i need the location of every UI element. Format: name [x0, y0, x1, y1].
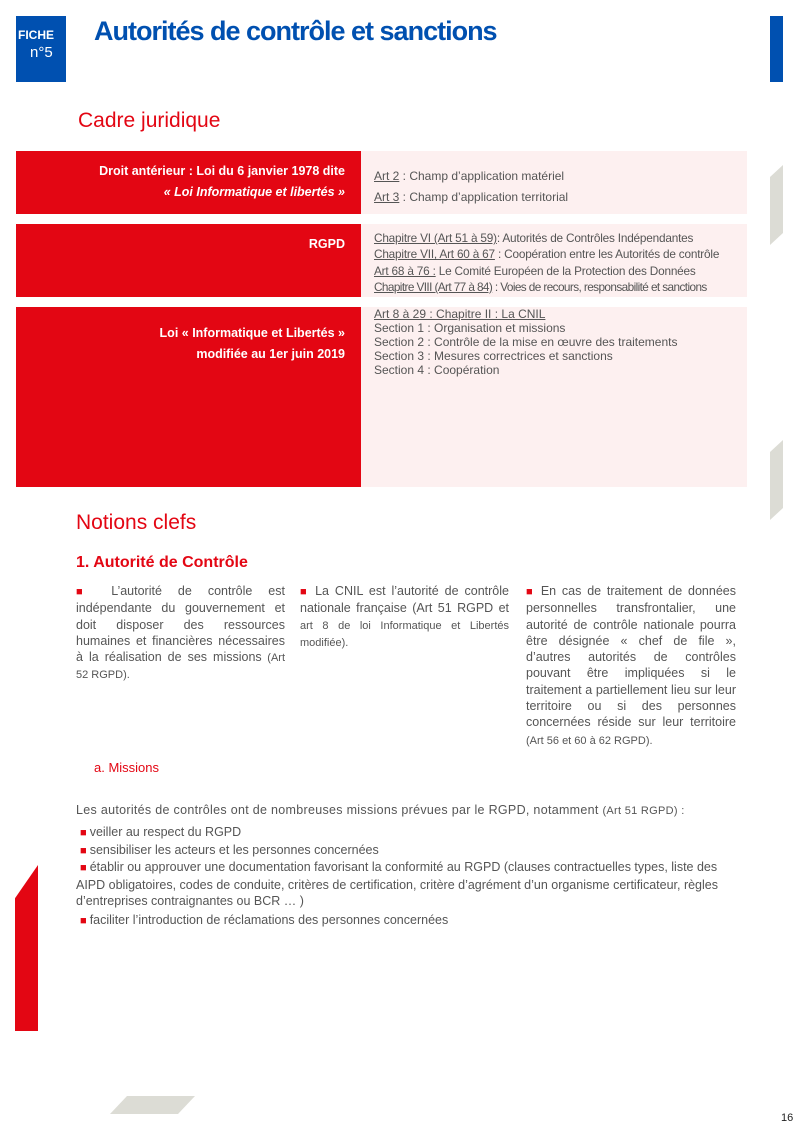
article-link[interactable]: Chapitre VII, Art 60 à 67: [374, 247, 495, 262]
notion-column: [76, 583, 285, 684]
subsection-heading: 1. Autorité de Contrôle: [76, 554, 248, 571]
legal-row: [16, 307, 747, 487]
decorative-shape: [770, 165, 783, 245]
article-link[interactable]: Art 68 à 76 :: [374, 263, 436, 278]
list-item: ■ veiller au respect du RGPD: [80, 825, 242, 839]
row-label: modifiée au 1er juin 2019: [196, 347, 345, 361]
article-text: : Coopération entre les Autorités de contrôle: [494, 247, 720, 262]
row-label: RGPD: [308, 237, 345, 251]
legal-row: [16, 224, 747, 297]
list-item: ■ établir ou approuver une documentation favorisant la conformité au RGPD (clauses contractuelles types, liste des AIPD obligatoires, codes de conduite, critères de certification, critère d’agrément d’un organisme certificateur, règles d’entreprises contraignantes ou BCR … ): [76, 860, 718, 908]
section-text: Section 1 : Organisation et missions: [374, 321, 566, 335]
legal-row: [16, 151, 747, 214]
notion-text: L’autorité de contrôle est indépendante du gouvernement et doit disposer des ressources humaines et financières nécessaires à la réalisation de ses missions: [76, 584, 285, 665]
row-label: « Loi Informatique et libertés »: [163, 185, 345, 199]
article-text: : Champ d’application territorial: [399, 190, 569, 204]
item-text: veiller au respect du RGPD: [89, 825, 242, 839]
section-text: Section 3 : Mesures correctrices et sanctions: [374, 349, 613, 363]
fiche-number: n°5: [30, 44, 53, 61]
intro-text: Les autorités de contrôles ont de nombreuses missions prévues par le RGPD, notamment: [76, 803, 603, 817]
article-link[interactable]: Art 3: [374, 190, 400, 204]
row-label: Loi « Informatique et Libertés »: [159, 326, 345, 340]
article-text: : Autorités de Contrôles Indépendantes: [496, 231, 694, 245]
notion-text: La CNIL est l’autorité de contrôle nationale française (Art 51 RGPD et: [300, 584, 509, 616]
intro-ref: (Art 51 RGPD) :: [602, 805, 685, 817]
bullet-square-icon: ■: [300, 586, 310, 598]
missions-intro: [76, 803, 685, 817]
fiche-label: FICHE: [18, 28, 54, 42]
section-heading-notions: Notions clefs: [76, 511, 197, 534]
article-link[interactable]: Art 2: [374, 169, 400, 183]
missions-heading: a. Missions: [94, 760, 160, 775]
missions-list: [76, 824, 741, 929]
item-text: faciliter l’introduction de réclamations des personnes concernées: [89, 912, 449, 927]
item-text: établir ou approuver une documentation favorisant la conformité au RGPD (clauses contractuelles types, liste des AIPD obligatoires, codes de conduite, critères de certification, critère d’agrément d’un organisme certificateur, règles d’entreprises contraignantes ou BCR … ): [76, 860, 718, 908]
header-accent-bar: [770, 16, 783, 82]
article-link[interactable]: Art 8 à 29 : Chapitre II : La CNIL: [374, 307, 546, 321]
section-heading-cadre: Cadre juridique: [78, 109, 221, 132]
notion-ref: (Art 56 et 60 à 62 RGPD).: [526, 734, 653, 747]
bullet-square-icon: ■: [526, 586, 535, 598]
decorative-shape: [110, 1096, 195, 1114]
section-text: Section 4 : Coopération: [374, 363, 500, 377]
page-title: Autorités de contrôle et sanctions: [94, 16, 497, 46]
article-text: : Voies de recours, responsabilité et sanctions: [492, 279, 707, 294]
row-label: Droit antérieur : Loi du 6 janvier 1978 dite: [99, 164, 345, 178]
decorative-shape: [770, 440, 783, 520]
article-text: Le Comité Européen de la Protection des Données: [435, 263, 696, 278]
notion-text: En cas de traitement de données personnelles transfrontalier, une autorité de contrôle nationale pourra être désignée « chef de file », d’autres autorités de contrôles pouvant être impliquées si le traitement a partiellement lieu sur leur territoire ou si des personnes concernées réside sur leur territoire: [526, 584, 736, 730]
article-link[interactable]: Chapitre VI (Art 51 à 59): [374, 231, 497, 245]
notion-ref: art 8 de loi Informatique et Libertés modifiée).: [300, 619, 509, 649]
list-item: ■ faciliter l’introduction de réclamations des personnes concernées: [80, 912, 449, 927]
notion-ref: (Art 52 RGPD).: [76, 652, 285, 682]
notion-column: [526, 583, 736, 749]
fiche-badge: [16, 16, 66, 82]
bullet-square-icon: ■: [76, 586, 96, 598]
notion-column: [300, 583, 509, 651]
decorative-shape: [15, 865, 38, 1031]
page-number: 16: [781, 1112, 794, 1124]
section-text: Section 2 : Contrôle de la mise en œuvre des traitements: [374, 335, 678, 349]
article-text: : Champ d’application matériel: [399, 169, 565, 183]
item-text: sensibiliser les acteurs et les personnes concernées: [89, 842, 379, 857]
article-link[interactable]: Chapitre VIII (Art 77 à 84): [374, 279, 493, 294]
list-item: ■ sensibiliser les acteurs et les personnes concernées: [80, 842, 379, 857]
